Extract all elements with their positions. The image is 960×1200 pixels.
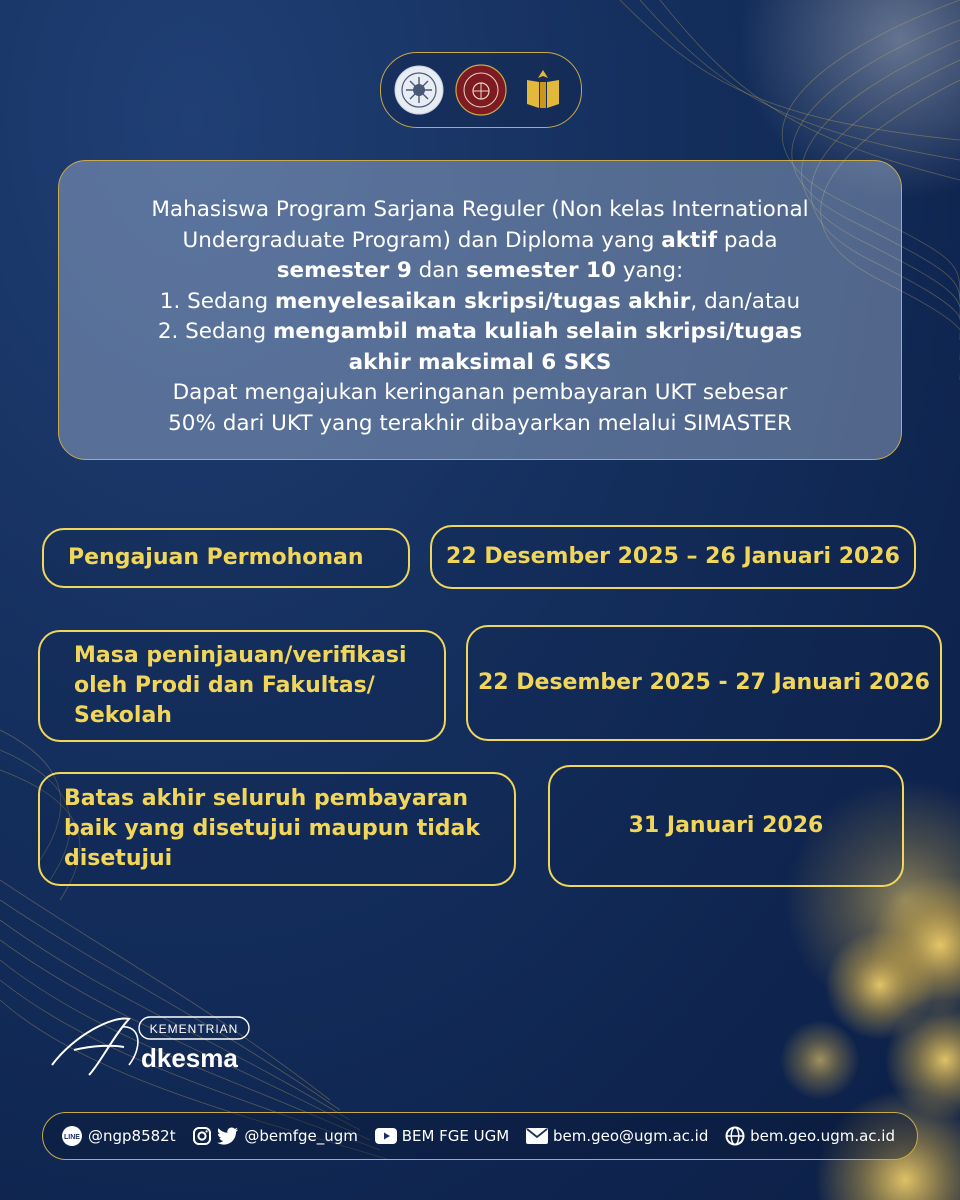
schedule-label-deadline: [38, 772, 516, 886]
info-line: [89, 378, 871, 409]
bem-logo: [455, 64, 507, 116]
info-list-item: [89, 287, 871, 318]
info-text: Mahasiswa Program Sarjana Reguler (Non kelas International: [151, 197, 809, 222]
info-text: 50% dari UKT yang terakhir dibayarkan melalui SIMASTER: [168, 410, 792, 436]
info-line: [89, 409, 871, 440]
info-line: [89, 226, 871, 257]
schedule-label-text: Masa peninjauan/verifikasi: [74, 643, 407, 668]
footer-line-text: @ngp8582t: [88, 1127, 176, 1145]
schedule-date-text: 31 Januari 2026: [628, 813, 824, 838]
footer-social-contact[interactable]: [192, 1126, 358, 1146]
twitter-icon: [217, 1126, 239, 1146]
info-text: 2. Sedang: [157, 319, 273, 344]
info-text: 1. Sedang: [159, 288, 275, 314]
info-line: [89, 195, 871, 226]
footer-line-contact[interactable]: [61, 1125, 176, 1147]
email-icon: [526, 1128, 548, 1144]
info-text: dan: [411, 258, 466, 283]
info-text: yang:: [615, 258, 684, 283]
contact-footer: [42, 1112, 918, 1160]
schedule-label-text: Pengajuan Permohonan: [68, 545, 364, 570]
info-emphasis: menyelesaikan skripsi/tugas akhir: [274, 288, 691, 314]
schedule-date-text: 22 Desember 2025 - 27 Januari 2026: [477, 670, 930, 695]
logo-bar: [380, 52, 582, 128]
footer-social-text: @bemfge_ugm: [244, 1127, 358, 1145]
adkesma-signature-logo: [44, 1005, 264, 1085]
ugm-seal-logo: [393, 64, 445, 116]
svg-text:LINE: LINE: [64, 1134, 80, 1141]
schedule-label-text: Batas akhir seluruh pembayaran: [64, 786, 469, 811]
globe-icon: [725, 1126, 745, 1146]
info-text: , dan/atau: [690, 288, 801, 314]
adkesma-text: dkesma: [141, 1043, 238, 1073]
info-emphasis: semester 10: [465, 258, 616, 283]
kementrian-text: KEMENTRIAN: [149, 1022, 239, 1036]
info-emphasis: semester 9: [276, 258, 412, 283]
schedule-label-text: baik yang disetujui maupun tidak: [64, 816, 481, 841]
info-text: Dapat mengajukan keringanan pembayaran UKT sebesar: [172, 380, 788, 405]
footer-email-contact[interactable]: [526, 1127, 708, 1145]
footer-youtube-contact[interactable]: [375, 1127, 510, 1145]
footer-youtube-text: BEM FGE UGM: [401, 1127, 510, 1145]
schedule-label-review: [38, 630, 446, 742]
schedule-date-review: [466, 625, 942, 741]
info-line: [89, 256, 871, 287]
info-text: Undergraduate Program) dan Diploma yang: [182, 227, 662, 253]
footer-website-text: bem.geo.ugm.ac.id: [750, 1127, 895, 1145]
kementrian-crest-logo: [517, 64, 569, 116]
instagram-icon: [192, 1126, 212, 1146]
schedule-date-text: 22 Desember 2025 – 26 Januari 2026: [446, 544, 900, 569]
info-line: [89, 348, 871, 379]
info-list-item: [89, 317, 871, 348]
info-emphasis: mengambil mata kuliah selain skripsi/tugas: [272, 319, 803, 344]
schedule-label-text: Sekolah: [74, 703, 172, 728]
info-emphasis: akhir maksimal 6 SKS: [348, 349, 612, 375]
info-emphasis: aktif: [661, 227, 718, 253]
info-text: pada: [717, 227, 778, 253]
schedule-label-text: oleh Prodi dan Fakultas/: [74, 673, 375, 698]
schedule-date-deadline: [548, 765, 904, 887]
schedule-label-text: disetujui: [64, 846, 173, 871]
schedule-date-submission: [430, 525, 916, 589]
schedule-label-submission: [42, 528, 410, 588]
line-app-icon: [61, 1125, 83, 1147]
youtube-icon: [375, 1128, 397, 1144]
eligibility-info-box: [58, 160, 902, 460]
footer-email-text: bem.geo@ugm.ac.id: [552, 1127, 709, 1145]
footer-website-contact[interactable]: [725, 1126, 895, 1146]
